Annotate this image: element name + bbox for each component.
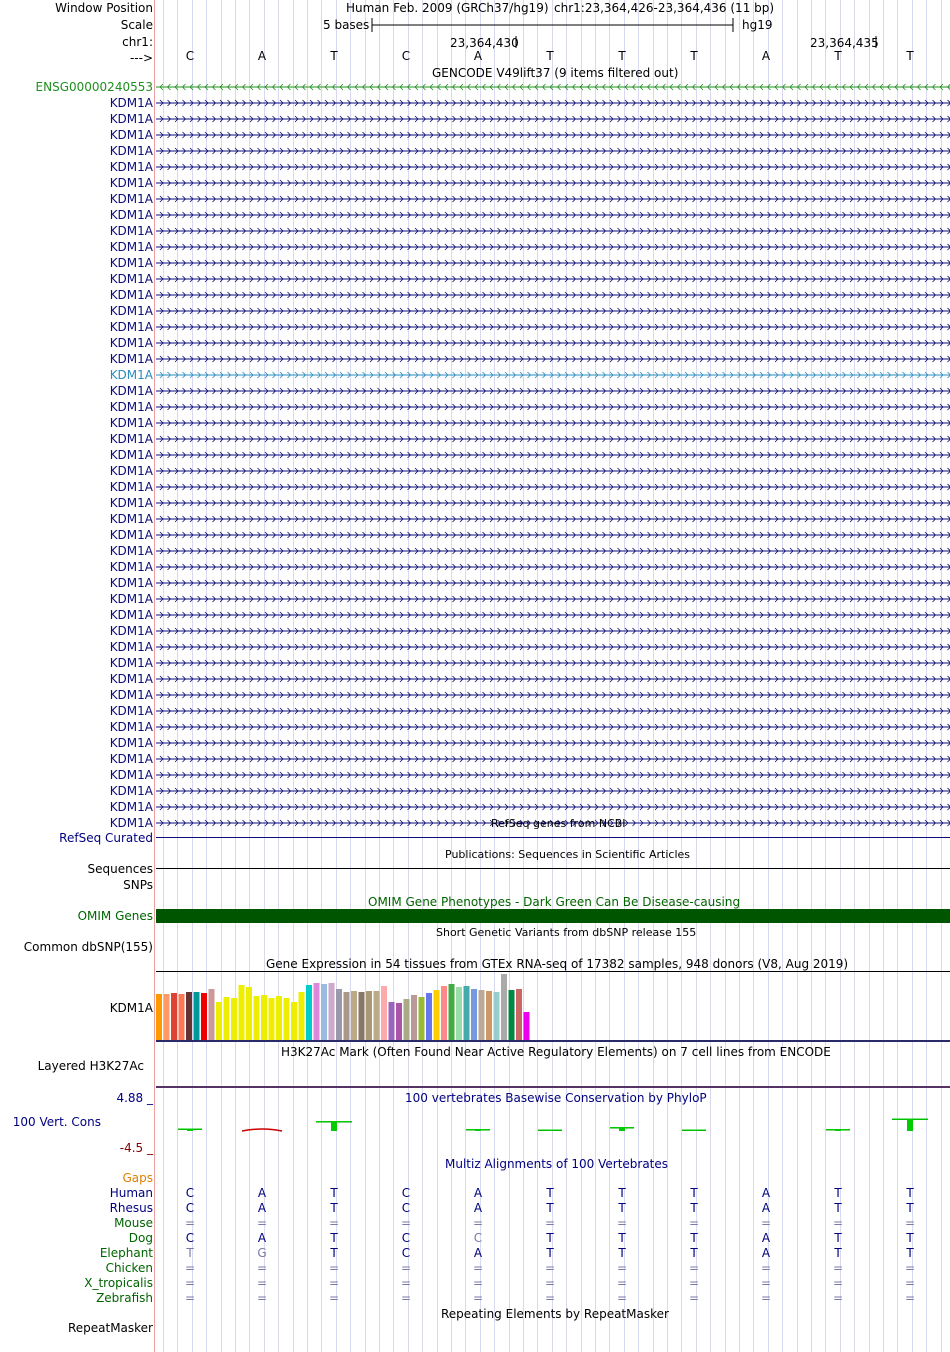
aligned-base: C [401, 1201, 411, 1215]
aligned-base: T [906, 1186, 914, 1200]
gtex-tissue-bar [239, 985, 245, 1040]
aligned-base: T [834, 1231, 842, 1245]
gaps-label: Gaps [122, 1171, 153, 1185]
gtex-tissue-bar [194, 992, 200, 1040]
transcript-label[interactable]: KDM1A [109, 624, 153, 638]
aligned-base: = [832, 1216, 844, 1230]
gtex-tissue-bar [359, 992, 365, 1040]
transcript-label[interactable]: KDM1A [109, 384, 153, 398]
aligned-base: = [328, 1291, 340, 1305]
transcript-label[interactable]: KDM1A [109, 464, 153, 478]
aligned-base: A [473, 1201, 483, 1215]
gtex-tissue-bar [516, 989, 522, 1040]
h3k27ac-label[interactable]: Layered H3K27Ac [37, 1059, 144, 1073]
transcript-label[interactable]: KDM1A [109, 752, 153, 766]
reference-base: T [546, 49, 554, 63]
aligned-base: = [328, 1216, 340, 1230]
aligned-base: T [618, 1231, 626, 1245]
aligned-base: = [688, 1276, 700, 1290]
transcript-label[interactable]: KDM1A [109, 416, 153, 430]
transcript-label[interactable]: KDM1A [109, 528, 153, 542]
strand-label: ---> [129, 51, 153, 65]
transcript-label[interactable]: KDM1A [109, 432, 153, 446]
gtex-tissue-bar [336, 989, 342, 1040]
aligned-base: T [906, 1231, 914, 1245]
aligned-base: = [616, 1261, 628, 1275]
transcript-label[interactable]: KDM1A [109, 224, 153, 238]
aligned-base: = [256, 1291, 268, 1305]
gtex-tissue-bar [419, 997, 425, 1040]
aligned-base: A [473, 1246, 483, 1260]
aligned-base: = [832, 1276, 844, 1290]
gtex-tissue-bar [404, 999, 410, 1040]
aligned-base: = [544, 1216, 556, 1230]
gtex-tissue-bar [486, 991, 492, 1040]
transcript-label[interactable]: KDM1A [109, 288, 153, 302]
transcript-label[interactable]: KDM1A [109, 336, 153, 350]
transcript-label[interactable]: KDM1A [109, 656, 153, 670]
gtex-tissue-bar [164, 994, 170, 1040]
aligned-base: A [761, 1186, 771, 1200]
aligned-base: = [904, 1261, 916, 1275]
aligned-base: = [832, 1291, 844, 1305]
aligned-base: A [761, 1201, 771, 1215]
scale-text: 5 bases [323, 18, 370, 32]
gtex-tissue-bar [261, 995, 267, 1040]
phylop-title: 100 vertebrates Basewise Conservation by PhyloP [405, 1091, 707, 1105]
position-text: chr1:23,364,426-23,364,436 (11 bp) [554, 1, 775, 15]
window-position-label: Window Position [55, 1, 153, 15]
chrom-label: chr1: [122, 35, 153, 49]
gencode-transcripts[interactable] [156, 0, 950, 820]
aligned-base: A [761, 1246, 771, 1260]
transcript-label[interactable]: KDM1A [109, 496, 153, 510]
phylop-label[interactable]: 100 Vert. Cons [12, 1115, 101, 1129]
gtex-tissue-bar [426, 993, 432, 1040]
gtex-tissue-bar [186, 992, 192, 1040]
phylop-baseline [682, 1130, 706, 1131]
refseq-label[interactable]: RefSeq Curated [59, 831, 153, 845]
gtex-tissue-bar [276, 996, 282, 1040]
aligned-base: = [256, 1261, 268, 1275]
gtex-tissue-bar [321, 984, 327, 1040]
reference-base: T [618, 49, 626, 63]
species-label: Chicken [105, 1261, 153, 1275]
gtex-tissue-bar [329, 983, 335, 1040]
aligned-base: T [186, 1246, 194, 1260]
gtex-tissue-bar [179, 994, 185, 1040]
scale-label: Scale [120, 18, 153, 32]
gtex-tissue-bar [171, 993, 177, 1040]
transcript-label[interactable]: KDM1A [109, 128, 153, 142]
species-label: Mouse [114, 1216, 153, 1230]
aligned-base: T [330, 1246, 338, 1260]
reference-base: T [690, 49, 698, 63]
aligned-base: = [688, 1216, 700, 1230]
aligned-base: = [760, 1291, 772, 1305]
gtex-tissue-bar [224, 997, 230, 1040]
gtex-tissue-bar [396, 1003, 402, 1040]
aligned-base: T [906, 1246, 914, 1260]
phylop-negative [242, 1129, 282, 1131]
gtex-tissue-bar [351, 991, 357, 1040]
coord-435: 23,364,435 [810, 36, 879, 50]
transcript-label[interactable]: KDM1A [109, 448, 153, 462]
species-label: Dog [128, 1231, 153, 1245]
aligned-base: = [544, 1276, 556, 1290]
transcript-label[interactable]: KDM1A [109, 592, 153, 606]
aligned-base: C [185, 1186, 195, 1200]
aligned-base: = [544, 1261, 556, 1275]
dbsnp-label[interactable]: Common dbSNP(155) [23, 940, 153, 954]
aligned-base: A [257, 1186, 267, 1200]
transcript-label[interactable]: KDM1A [109, 704, 153, 718]
assembly-title: Human Feb. 2009 (GRCh37/hg19) [346, 1, 549, 15]
omim-label[interactable]: OMIM Genes [77, 909, 153, 923]
omim-title: OMIM Gene Phenotypes - Dark Green Can Be Disease-causing [368, 895, 741, 909]
transcript-label[interactable]: KDM1A [109, 144, 153, 158]
aligned-base: = [616, 1216, 628, 1230]
transcript-label[interactable]: KDM1A [109, 608, 153, 622]
gtex-tissue-bar [441, 986, 447, 1040]
gtex-label[interactable]: KDM1A [109, 1001, 153, 1015]
transcript-label[interactable]: KDM1A [109, 784, 153, 798]
snps-label[interactable]: SNPs [123, 878, 153, 892]
phylop-baseline [538, 1130, 562, 1131]
phylop-baseline [316, 1121, 352, 1122]
phylop-ymin: -4.5 _ [119, 1141, 153, 1155]
gtex-tissue-bar [374, 991, 380, 1040]
publications-title: Publications: Sequences in Scientific Articles [445, 848, 690, 861]
transcript-label[interactable]: KDM1A [109, 192, 153, 206]
aligned-base: = [760, 1261, 772, 1275]
gtex-tissue-bar [269, 998, 275, 1040]
gtex-tissue-bar [524, 1012, 530, 1040]
gtex-tissue-bar [494, 992, 500, 1040]
gtex-tissue-bar [381, 986, 387, 1040]
aligned-base: A [257, 1201, 267, 1215]
aligned-base: = [472, 1291, 484, 1305]
transcript-label[interactable]: KDM1A [109, 768, 153, 782]
aligned-base: T [618, 1246, 626, 1260]
gencode-title: GENCODE V49lift37 (9 items filtered out) [432, 66, 679, 80]
gtex-tissue-bar [299, 992, 305, 1040]
reference-base: A [257, 49, 267, 63]
aligned-base: = [400, 1216, 412, 1230]
transcript-label[interactable]: KDM1A [109, 480, 153, 494]
aligned-base: T [834, 1201, 842, 1215]
aligned-base: = [256, 1276, 268, 1290]
aligned-base: C [185, 1231, 195, 1245]
gtex-tissue-bar [509, 990, 515, 1040]
aligned-base: T [690, 1201, 698, 1215]
aligned-base: = [184, 1291, 196, 1305]
transcript-label[interactable]: KDM1A [109, 176, 153, 190]
aligned-base: C [401, 1246, 411, 1260]
transcript-label[interactable]: KDM1A [109, 688, 153, 702]
gtex-tissue-bar [456, 987, 462, 1040]
aligned-base: G [257, 1246, 267, 1260]
transcript-label[interactable]: KDM1A [109, 816, 153, 830]
aligned-base: = [184, 1216, 196, 1230]
transcript-label[interactable]: KDM1A [109, 208, 153, 222]
species-label: Rhesus [109, 1201, 153, 1215]
aligned-base: = [328, 1276, 340, 1290]
species-label: Zebrafish [96, 1291, 153, 1305]
species-label: Human [109, 1186, 153, 1200]
aligned-base: = [472, 1216, 484, 1230]
gtex-tissue-bar [434, 990, 440, 1040]
gtex-tissue-bar [411, 995, 417, 1040]
gtex-tissue-bar [479, 990, 485, 1040]
label-divider [154, 0, 155, 1352]
gtex-tissue-bar [366, 991, 372, 1040]
db-label: hg19 [742, 18, 773, 32]
transcript-label[interactable]: KDM1A [109, 800, 153, 814]
transcript-label[interactable]: KDM1A [109, 320, 153, 334]
phylop-baseline [466, 1129, 490, 1130]
aligned-base: = [256, 1216, 268, 1230]
aligned-base: T [546, 1186, 554, 1200]
transcript-label[interactable]: KDM1A [109, 368, 153, 382]
phylop-ymax: 4.88 _ [116, 1091, 153, 1105]
omim-bar[interactable] [156, 909, 950, 923]
aligned-base: C [401, 1186, 411, 1200]
gtex-tissue-bar [464, 986, 470, 1040]
transcript-label[interactable]: KDM1A [109, 544, 153, 558]
transcript-label[interactable]: KDM1A [109, 512, 153, 526]
gtex-tissue-bar [306, 985, 312, 1040]
refseq-line [156, 837, 950, 838]
aligned-base: = [760, 1216, 772, 1230]
transcript-label[interactable]: KDM1A [109, 352, 153, 366]
aligned-base: C [401, 1231, 411, 1245]
gtex-tissue-bar [201, 993, 207, 1040]
transcript-label[interactable]: KDM1A [109, 240, 153, 254]
aligned-base: A [257, 1231, 267, 1245]
reference-base: T [834, 49, 842, 63]
gtex-title: Gene Expression in 54 tissues from GTEx RNA-seq of 17382 samples, 948 donors (V8, Aug 2019) [266, 957, 849, 971]
gtex-tissue-bar [156, 994, 162, 1040]
gtex-tissue-bar [216, 1002, 222, 1040]
phylop-bar [907, 1119, 913, 1132]
gtex-tissue-bar [291, 1002, 297, 1040]
gtex-tissue-bar [471, 989, 477, 1040]
repeatmasker-label[interactable]: RepeatMasker [67, 1321, 153, 1335]
aligned-base: T [546, 1201, 554, 1215]
reference-base: C [185, 49, 195, 63]
gtex-tissue-bar [231, 998, 237, 1040]
dbsnp-title: Short Genetic Variants from dbSNP release 155 [436, 926, 697, 939]
refseq-title: RefSeq genes from NCBI [491, 817, 626, 830]
ensg-label[interactable]: ENSG00000240553 [35, 80, 153, 94]
species-label: Elephant [99, 1246, 153, 1260]
transcript-label[interactable]: KDM1A [109, 96, 153, 110]
aligned-base: T [546, 1231, 554, 1245]
transcript-label[interactable]: KDM1A [109, 256, 153, 270]
aligned-base: = [400, 1261, 412, 1275]
aligned-base: = [688, 1261, 700, 1275]
gtex-bottom-line [156, 1040, 950, 1042]
gtex-tissue-bar [389, 1002, 395, 1040]
transcript-label[interactable]: KDM1A [109, 560, 153, 574]
publications-line [156, 868, 950, 869]
transcript-label[interactable]: KDM1A [109, 640, 153, 654]
sequences-label[interactable]: Sequences [87, 862, 153, 876]
aligned-base: C [185, 1201, 195, 1215]
gtex-tissue-bar [344, 992, 350, 1040]
transcript-label[interactable]: KDM1A [109, 736, 153, 750]
multiz-title: Multiz Alignments of 100 Vertebrates [445, 1157, 669, 1171]
gtex-bar-chart[interactable] [156, 972, 950, 1042]
repeatmasker-title: Repeating Elements by RepeatMasker [441, 1307, 669, 1321]
aligned-base: T [834, 1246, 842, 1260]
aligned-base: = [832, 1261, 844, 1275]
aligned-base: = [328, 1261, 340, 1275]
phylop-baseline [610, 1127, 634, 1128]
phylop-chart[interactable] [156, 1105, 950, 1145]
aligned-base: T [834, 1186, 842, 1200]
track-data-area[interactable] [156, 0, 950, 1352]
aligned-base: T [330, 1186, 338, 1200]
gtex-tissue-bar [254, 996, 260, 1040]
transcript-label[interactable]: KDM1A [109, 400, 153, 414]
reference-base: A [473, 49, 483, 63]
aligned-base: = [184, 1276, 196, 1290]
aligned-base: = [904, 1291, 916, 1305]
aligned-base: T [690, 1231, 698, 1245]
aligned-base: T [330, 1231, 338, 1245]
phylop-baseline [892, 1119, 928, 1120]
aligned-base: C [473, 1231, 483, 1245]
aligned-base: A [473, 1186, 483, 1200]
aligned-base: = [544, 1291, 556, 1305]
aligned-base: = [184, 1261, 196, 1275]
reference-base: A [761, 49, 771, 63]
aligned-base: = [472, 1276, 484, 1290]
aligned-base: T [906, 1201, 914, 1215]
aligned-base: = [760, 1276, 772, 1290]
aligned-base: = [904, 1276, 916, 1290]
reference-base: C [401, 49, 411, 63]
transcript-label[interactable]: KDM1A [109, 576, 153, 590]
aligned-base: A [761, 1231, 771, 1245]
aligned-base: = [616, 1276, 628, 1290]
aligned-base: = [688, 1291, 700, 1305]
transcript-label[interactable]: KDM1A [109, 672, 153, 686]
aligned-base: T [618, 1201, 626, 1215]
aligned-base: = [400, 1291, 412, 1305]
phylop-bar [331, 1121, 337, 1131]
transcript-label[interactable]: KDM1A [109, 272, 153, 286]
aligned-base: = [904, 1216, 916, 1230]
h3k27ac-line [156, 1086, 950, 1088]
aligned-base: = [616, 1291, 628, 1305]
transcript-label[interactable]: KDM1A [109, 720, 153, 734]
transcript-label[interactable]: KDM1A [109, 112, 153, 126]
aligned-base: T [546, 1246, 554, 1260]
aligned-base: T [690, 1246, 698, 1260]
gtex-tissue-bar [314, 983, 320, 1040]
reference-base: T [906, 49, 914, 63]
aligned-base: T [330, 1201, 338, 1215]
gtex-tissue-bar [284, 998, 290, 1040]
phylop-baseline [178, 1129, 202, 1130]
transcript-label[interactable]: KDM1A [109, 304, 153, 318]
gtex-tissue-bar [449, 984, 455, 1040]
aligned-base: T [690, 1186, 698, 1200]
gtex-tissue-bar [246, 987, 252, 1040]
species-label: X_tropicalis [84, 1276, 153, 1290]
aligned-base: T [618, 1186, 626, 1200]
gtex-tissue-bar [501, 974, 507, 1040]
aligned-base: = [472, 1261, 484, 1275]
phylop-baseline [826, 1129, 850, 1130]
reference-base: T [330, 49, 338, 63]
gtex-tissue-bar [209, 989, 215, 1040]
h3k27ac-title: H3K27Ac Mark (Often Found Near Active Regulatory Elements) on 7 cell lines from ENCODE [281, 1045, 831, 1059]
aligned-base: = [400, 1276, 412, 1290]
coord-430: 23,364,430 [450, 36, 519, 50]
transcript-label[interactable]: KDM1A [109, 160, 153, 174]
